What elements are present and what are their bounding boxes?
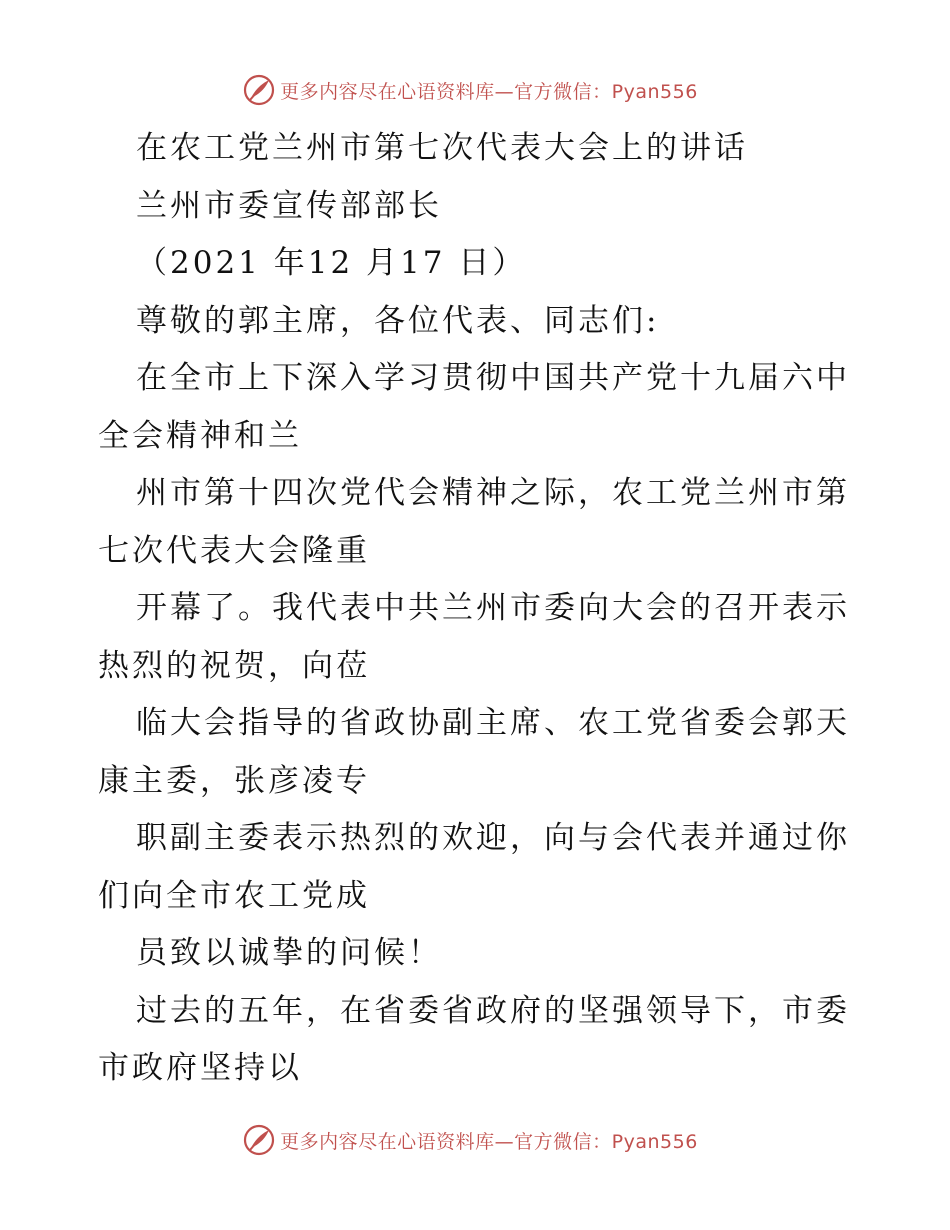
- paragraph-line: 职副主委表示热烈的欢迎，向与会代表并通过你: [136, 820, 850, 856]
- salutation: 尊敬的郭主席，各位代表、同志们:: [136, 302, 660, 339]
- quill-pen-logo-icon: [242, 73, 276, 107]
- paragraph-line: 们向全市农工党成: [98, 877, 370, 914]
- watermark-text: 更多内容尽在心语资料库—官方微信：Pyan556: [280, 80, 698, 103]
- paragraph-line: 过去的五年，在省委省政府的坚强领导下，市委: [136, 992, 850, 1029]
- paragraph-line: 全会精神和兰: [98, 417, 302, 454]
- speaker-title: 兰州市委宣传部部长: [136, 187, 442, 224]
- footer-watermark: [0, 1120, 950, 1160]
- paragraph-line: 康主委，张彦凌专: [98, 762, 370, 799]
- paragraph-line: 开幕了。我代表中共兰州市委向大会的召开表示: [136, 590, 850, 626]
- paragraph-line: 热烈的祝贺，向莅: [98, 647, 370, 684]
- paragraph-line: 七次代表大会隆重: [98, 532, 370, 569]
- quill-pen-logo-icon: [242, 1123, 276, 1157]
- header-watermark: [0, 70, 950, 110]
- paragraph-line: 临大会指导的省政协副主席、农工党省委会郭天: [136, 705, 850, 741]
- document-body: [98, 120, 858, 1098]
- paragraph-line: 州市第十四次党代会精神之际，农工党兰州市第: [136, 475, 850, 511]
- paragraph-line: 市政府坚持以: [98, 1050, 302, 1086]
- paragraph-line: 员致以诚挚的问候！: [136, 935, 442, 971]
- paragraph-line: 在全市上下深入学习贯彻中国共产党十九届六中: [136, 360, 850, 396]
- speech-date: （2021 年12 月17 日）: [136, 245, 527, 281]
- speech-title: 在农工党兰州市第七次代表大会上的讲话: [136, 130, 748, 166]
- watermark-text: 更多内容尽在心语资料库—官方微信：Pyan556: [280, 1130, 698, 1153]
